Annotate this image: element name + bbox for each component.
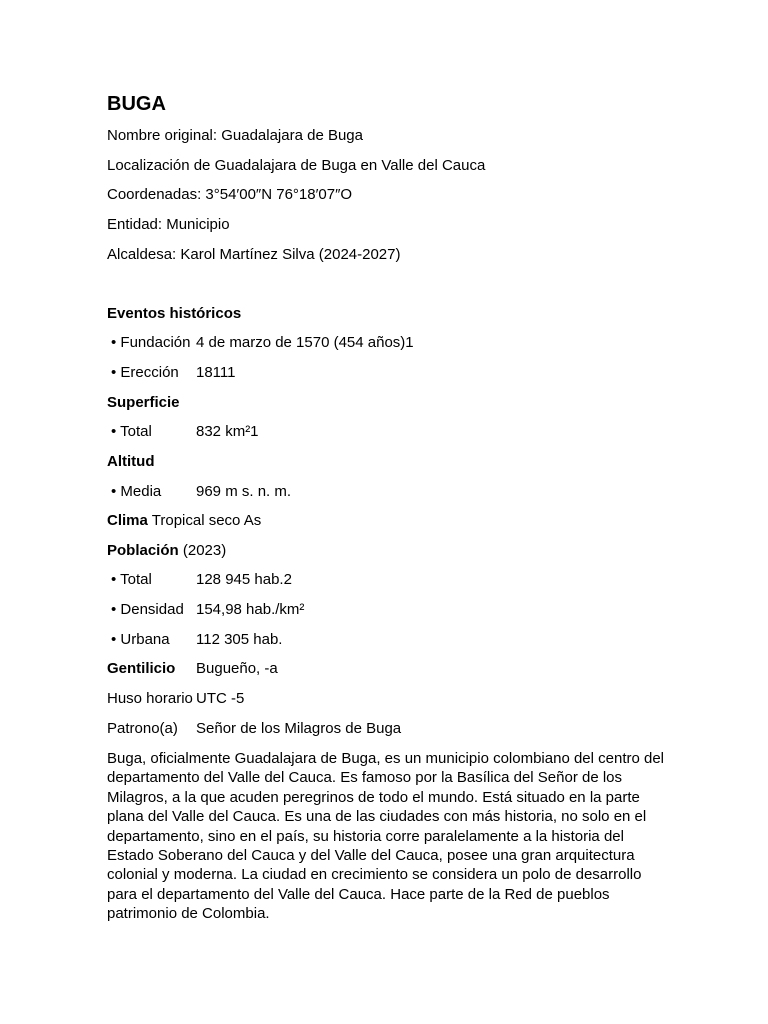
area-total-value: 832 km²1 — [196, 423, 259, 440]
population-label: Población — [107, 542, 179, 559]
description-paragraph: Buga, oficialmente Guadalajara de Buga, es un municipio colombiano del centro del departamento del Valle del Cauca. Es famoso por la Basílica del Señor de los Milagros, a la que acuden peregrinos de todo el mundo. Está situado en la parte plana del Valle del Cauca. Es una de las ciudades con más historia, no solo en el departamento, sino en el país, su historia corre paralelamente a la historia del Estado Soberano del Cauca y del Valle del Cauca, posee una gran arquitectura colonial y moderna. La ciudad en crecimiento se considera un polo de desarrollo para el departamento del Valle del Cauca. Hace parte de la Red de pueblos patrimonio de Colombia. — [107, 750, 665, 923]
patron-value: Señor de los Milagros de Buga — [196, 720, 402, 737]
foundation-label: • Fundación — [111, 334, 191, 351]
population-row — [107, 542, 226, 560]
climate-label: Clima — [107, 512, 148, 529]
location: Localización de Guadalajara de Buga en Valle del Cauca — [107, 157, 486, 174]
original-name: Nombre original: Guadalajara de Buga — [107, 127, 363, 144]
climate-value: Tropical seco As — [147, 512, 262, 529]
demonym-label: Gentilicio — [107, 660, 176, 677]
historical-events-heading: Eventos históricos — [107, 305, 242, 322]
population-density-label: • Densidad — [111, 601, 184, 618]
altitude-heading: Altitud — [107, 453, 155, 470]
coordinates: Coordenadas: 3°54′00″N 76°18′07″O — [107, 186, 353, 203]
altitude-mean-label: • Media — [111, 483, 162, 500]
population-urban-label: • Urbana — [111, 631, 170, 648]
area-total-label: • Total — [111, 423, 152, 440]
climate-row — [107, 512, 261, 530]
erection-value: 18111 — [196, 364, 236, 381]
erection-label: • Erección — [111, 364, 179, 381]
altitude-mean-value: 969 m s. n. m. — [196, 483, 292, 500]
area-heading: Superficie — [107, 394, 180, 411]
population-year: (2023) — [178, 542, 227, 559]
timezone-label: Huso horario — [107, 690, 193, 707]
timezone-value: UTC -5 — [196, 690, 245, 707]
foundation-value: 4 de marzo de 1570 (454 años)1 — [196, 334, 414, 351]
population-urban-value: 112 305 hab. — [196, 631, 283, 648]
entity: Entidad: Municipio — [107, 216, 230, 233]
page-title: BUGA — [107, 93, 166, 115]
population-total-label: • Total — [111, 571, 152, 588]
patron-label: Patrono(a) — [107, 720, 178, 737]
demonym-value: Bugueño, -a — [196, 660, 278, 677]
population-total-value: 128 945 hab.2 — [196, 571, 292, 588]
mayor: Alcaldesa: Karol Martínez Silva (2024-2027) — [107, 246, 401, 263]
population-density-value: 154,98 hab./km² — [196, 601, 305, 618]
